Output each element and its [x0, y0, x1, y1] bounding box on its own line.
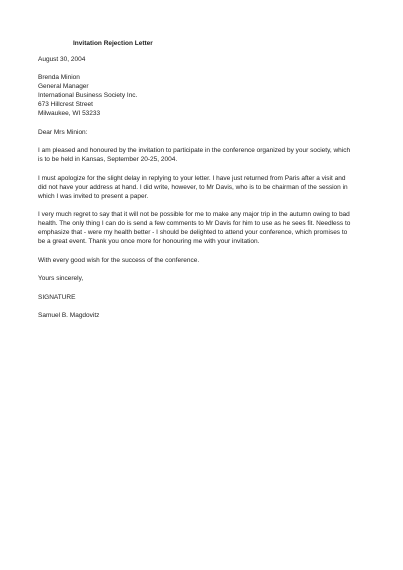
recipient-position: General Manager: [38, 83, 89, 90]
paragraph-line: I very much regret to say that it will not be possible for me to make any major trip in the autumn owing to bad: [38, 211, 350, 218]
paragraph-1: [38, 146, 368, 164]
recipient-name: Brenda Minion: [38, 74, 80, 81]
paragraph-3: [38, 210, 368, 246]
closing: Yours sincerely,: [38, 275, 84, 282]
paragraph-line: be a great event. Thank you once more for honouring me with your invitation.: [38, 238, 260, 245]
document-title: Invitation Rejection Letter: [73, 40, 153, 47]
paragraph-line: I am pleased and honoured by the invitation to participate in the conference organized by your society, which: [38, 147, 351, 154]
paragraph-line: which I was invited to present a paper.: [38, 192, 149, 200]
letter-date: August 30, 2004: [38, 56, 86, 63]
letter-body: [38, 55, 368, 320]
paragraph-line: I must apologize for the slight delay in replying to your letter. I have just returned from Paris after a visit and: [38, 174, 346, 182]
paragraph-line: health. The only thing I can do is send a few comments to Mr Davis for him to use as he sees fit. Needless to: [38, 220, 351, 227]
signature: SIGNATURE: [38, 293, 76, 301]
recipient-city: Milwaukee, WI 53233: [38, 110, 101, 117]
recipient-street: 673 Hillcrest Street: [38, 101, 93, 108]
paragraph-2: [38, 174, 368, 201]
paragraph-line: is to be held in Kansas, September 20-25, 2004.: [38, 156, 178, 163]
paragraph-4: [38, 256, 368, 265]
paragraph-line: did not have your address at hand. I did write, however, to Mr Davis, who is to be chairman of the session in: [38, 183, 348, 191]
recipient-organization: International Business Society Inc.: [38, 92, 138, 99]
paragraph-line: With every good wish for the success of the conference.: [38, 256, 200, 264]
sender-name: Samuel B. Magdovitz: [38, 312, 100, 319]
salutation: Dear Mrs Minion:: [38, 128, 88, 136]
recipient-address: [38, 73, 368, 118]
paragraph-line: emphasize that - were my health better - I should be delighted to attend your conference, which promises to: [38, 229, 348, 236]
